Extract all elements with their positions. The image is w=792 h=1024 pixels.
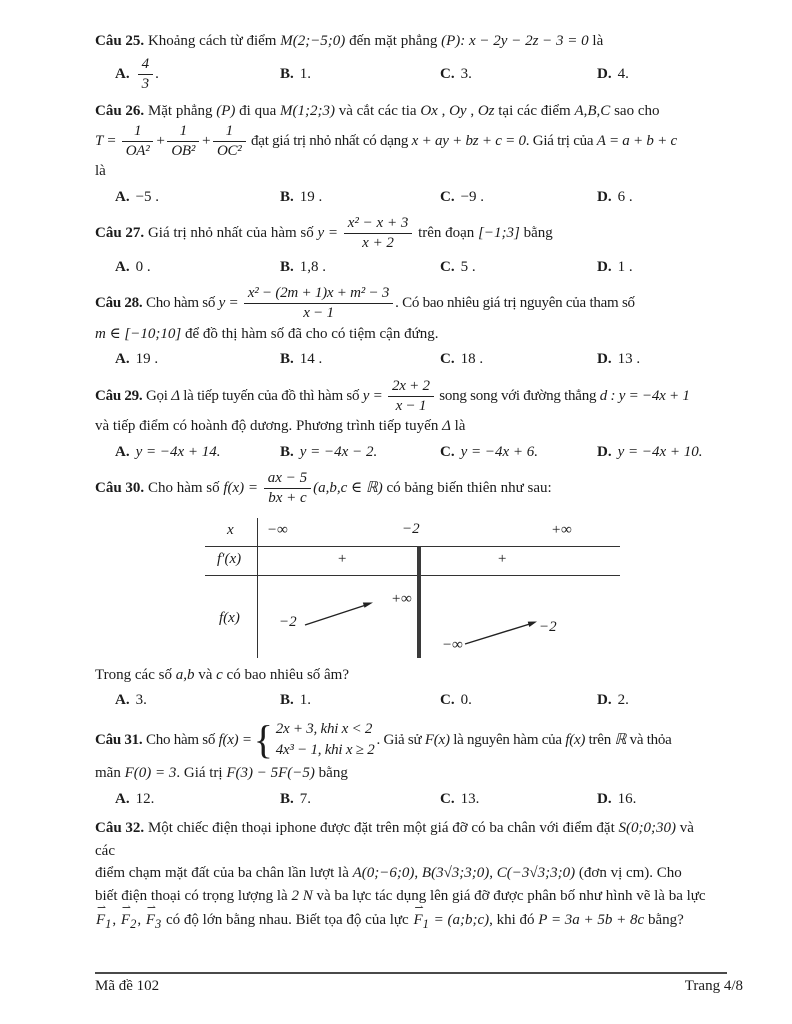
math-run: f(x) =: [223, 480, 259, 497]
fraction: [213, 123, 246, 161]
vector-F2: [120, 902, 137, 934]
math-run: f(x) =: [218, 731, 252, 748]
vector-subscript: 2: [130, 917, 137, 931]
text-run: có bao nhiêu số âm?: [222, 666, 350, 683]
option-a: [115, 56, 280, 94]
option-b-label: B.: [280, 692, 294, 708]
question-text: [95, 285, 715, 323]
option-a-label: A.: [115, 351, 130, 367]
text-run: đến mặt phẳng: [345, 33, 442, 49]
option-c-label: C.: [440, 188, 455, 205]
fraction-numerator: x² − x + 3: [347, 215, 409, 231]
fraction: [244, 285, 393, 323]
option-a: [115, 348, 280, 371]
option-b: [280, 689, 440, 712]
math-run: 2 N: [291, 887, 313, 904]
option-b-label: B.: [280, 351, 294, 367]
math-run: y =: [362, 387, 383, 404]
math-run: S(0;0;30): [618, 820, 676, 836]
vector-arrow-icon: ⇀: [414, 902, 424, 914]
vector-arrow-icon: ⇀: [97, 902, 107, 914]
q30-options: [95, 689, 715, 712]
question-number: Câu 30.: [95, 480, 145, 497]
question-31: [95, 719, 715, 811]
text-run: trên: [585, 731, 615, 748]
text-run: điểm chạm mặt đất của ba chân lần lượt là: [95, 865, 353, 881]
math-run: y =: [218, 295, 239, 312]
option-d-label: D.: [597, 443, 612, 460]
question-25: [95, 30, 715, 93]
text-run: trên đoạn: [414, 225, 479, 242]
math-run: P = 3a + 5b + 8c: [538, 912, 645, 928]
option-c: [440, 256, 597, 279]
question-text: [95, 470, 715, 508]
option-a-value: .: [155, 66, 159, 82]
fraction: [167, 123, 199, 161]
option-b-value: 7.: [299, 790, 312, 807]
math-run: C(−3√3;3;0): [496, 865, 576, 881]
option-b: [280, 348, 440, 371]
text-run: mãn: [95, 765, 125, 781]
text-run: Một chiếc điện thoại iphone được đặt trên một giá đỡ có ba chân với điểm đặt: [147, 820, 619, 836]
option-c: [440, 441, 597, 464]
option-b-label: B.: [280, 790, 294, 807]
option-c-value: −9 .: [460, 188, 485, 205]
fraction-denominator: x + 2: [344, 233, 413, 252]
math-run: Δ: [442, 418, 451, 434]
question-30: [95, 470, 715, 712]
option-c: [440, 56, 597, 94]
f-right-end-value: −2: [539, 618, 557, 635]
fraction: [388, 378, 434, 416]
vector-symbol: F: [145, 912, 156, 928]
math-run: Ox: [420, 103, 438, 119]
fraction-numerator: 1: [179, 122, 187, 139]
option-c: [440, 788, 597, 811]
vector-subscript: 1: [105, 917, 112, 931]
question-text: [95, 885, 715, 908]
question-text: [95, 323, 715, 346]
fraction-denominator: bx + c: [264, 488, 311, 507]
text-run: có bảng biến thiên như sau:: [382, 480, 552, 497]
text-run: bằng: [314, 765, 348, 781]
option-a-label: A.: [115, 790, 130, 807]
vector-F1: [413, 902, 429, 934]
x-plus-infinity: +∞: [551, 521, 572, 538]
text-run: để đồ thị hàm số đã cho có tiệm cận đứng.: [181, 325, 439, 342]
fraction: [138, 56, 154, 94]
piecewise-case-2: 4x³ − 1, khi x ≥ 2: [275, 742, 375, 759]
fraction: [344, 215, 413, 253]
table-f-label: f(x): [219, 609, 240, 626]
text-run: và cắt các tia: [334, 103, 421, 119]
fraction: [122, 123, 154, 161]
question-number: Câu 32.: [95, 820, 145, 836]
option-a: [115, 256, 280, 279]
math-run: T =: [95, 132, 117, 149]
option-b: [280, 56, 440, 94]
text-run: song song với đường thẳng: [435, 387, 600, 404]
option-d-value: 4.: [617, 66, 629, 82]
question-text: [95, 30, 715, 53]
math-run: Oy: [449, 103, 467, 119]
math-run: M(1;2;3): [280, 103, 335, 119]
text-run: là nguyên hàm của: [449, 731, 566, 748]
option-d-label: D.: [597, 258, 612, 275]
fraction: [264, 470, 311, 508]
math-run: = (a;b;c): [433, 912, 490, 928]
text-run: . Giả sử: [376, 731, 425, 748]
option-a-label: A.: [115, 66, 130, 82]
f-right-start-limit: −∞: [442, 636, 463, 653]
option-d: [597, 186, 715, 209]
text-run: sao cho: [610, 103, 660, 119]
text-run: ,: [414, 865, 422, 881]
text-run: Cho hàm số: [147, 480, 224, 497]
option-d-label: D.: [597, 692, 612, 708]
option-d: [597, 256, 715, 279]
option-c-value: 0.: [460, 692, 472, 708]
text-run: là: [450, 418, 466, 434]
math-run: a,b: [175, 666, 195, 683]
option-a-value: −5 .: [135, 188, 160, 205]
question-text: [95, 415, 715, 438]
text-run: , khi đó: [489, 912, 539, 928]
math-run: F(x): [424, 731, 450, 748]
option-c-value: 5 .: [460, 258, 476, 275]
fraction-numerator: ax − 5: [267, 470, 308, 486]
option-a-value: 19 .: [135, 351, 159, 367]
option-a: [115, 788, 280, 811]
text-run: và các: [95, 820, 694, 859]
piecewise-case-1: 2x + 3, khi x < 2: [275, 720, 373, 737]
option-d-value: 1 .: [617, 258, 633, 275]
question-text: [95, 719, 715, 763]
text-run: có độ lớn bằng nhau. Biết tọa độ của lực: [162, 912, 413, 928]
math-run: m ∈ [−10;10]: [95, 325, 182, 342]
text-run: ,: [437, 103, 450, 119]
text-run: (đơn vị cm). Cho: [575, 865, 682, 881]
fraction-numerator: 2x + 2: [392, 377, 430, 394]
question-26: [95, 100, 715, 208]
option-b: [280, 441, 440, 464]
question-text: [95, 100, 715, 123]
question-28: [95, 285, 715, 371]
fraction-denominator: x − 1: [388, 396, 434, 415]
option-c-label: C.: [440, 443, 455, 460]
text-run: tại các điểm: [494, 103, 575, 119]
option-c-label: C.: [440, 692, 455, 708]
option-a-label: A.: [115, 188, 130, 205]
option-b: [280, 186, 440, 209]
option-c: [440, 186, 597, 209]
vector-subscript: 1: [422, 917, 429, 931]
text-run: và tiếp điểm có hoành độ dương. Phương trình tiếp tuyến: [95, 418, 443, 434]
math-run: Δ: [171, 387, 180, 404]
question-number: Câu 25.: [95, 33, 145, 49]
vector-symbol: F: [413, 912, 423, 928]
option-c: [440, 348, 597, 371]
math-run: A = a + b + c: [596, 132, 677, 149]
option-a-label: A.: [115, 692, 130, 708]
f-left-start-value: −2: [279, 613, 297, 630]
option-b-label: B.: [280, 443, 294, 460]
math-run: d : y = −4x + 1: [599, 387, 690, 404]
math-run: B(3√3;3;0): [421, 865, 490, 881]
piecewise-function: [254, 719, 375, 763]
vector-symbol: F: [96, 912, 106, 928]
option-d: [597, 689, 715, 712]
math-run: (P): [216, 103, 236, 119]
vector-arrow-icon: ⇀: [121, 902, 132, 914]
fraction-denominator: OC²: [213, 141, 246, 160]
fraction-numerator: 1: [225, 122, 233, 139]
option-d: [597, 788, 715, 811]
question-number: Câu 29.: [95, 387, 143, 404]
question-text: [95, 902, 715, 934]
option-c: [440, 689, 597, 712]
math-run: x + ay + bz + c = 0: [411, 132, 526, 149]
option-a: [115, 441, 280, 464]
fprime-sign-right: +: [497, 550, 508, 567]
option-b-label: B.: [280, 188, 294, 205]
math-run: Oz: [477, 103, 495, 119]
text-run: Cho hàm số: [145, 731, 219, 748]
q27-options: [95, 256, 715, 279]
question-text: [95, 664, 715, 687]
text-run: và thỏa: [626, 731, 672, 748]
question-number: Câu 27.: [95, 225, 145, 242]
option-b-value: 1.: [299, 692, 312, 708]
option-b-value: 1,8 .: [299, 258, 327, 275]
math-run: A(0;−6;0): [352, 865, 415, 881]
question-32: [95, 817, 715, 934]
option-b-label: B.: [280, 66, 294, 82]
option-d-value: 13 .: [617, 351, 641, 367]
option-c-label: C.: [440, 790, 455, 807]
option-d-label: D.: [597, 66, 612, 82]
text-run: là: [95, 163, 106, 179]
option-d-label: D.: [597, 790, 612, 807]
text-run: Mặt phẳng: [147, 103, 217, 119]
option-d-value: y = −4x + 10.: [617, 443, 703, 460]
option-d-label: D.: [597, 188, 612, 205]
option-d-value: 16.: [617, 790, 637, 807]
footer-divider: [95, 972, 727, 974]
math-run: (a,b,c ∈ ℝ): [313, 480, 383, 497]
text-run: bằng: [519, 225, 553, 242]
question-number: Câu 28.: [95, 295, 143, 312]
q28-options: [95, 348, 715, 371]
option-d: [597, 56, 715, 94]
footer-page-number: Trang 4/8: [684, 978, 743, 994]
footer-exam-code: Mã đề 102: [95, 978, 160, 994]
option-a-label: A.: [115, 443, 130, 460]
option-d-value: 2.: [617, 692, 629, 708]
option-c-value: 18 .: [460, 351, 484, 367]
math-run: +: [201, 132, 211, 149]
math-run: [−1;3]: [478, 225, 520, 242]
q26-options: [95, 186, 715, 209]
option-d-label: D.: [597, 351, 612, 367]
fprime-sign-left: +: [337, 550, 348, 567]
fraction-denominator: OB²: [167, 141, 199, 160]
question-29: [95, 378, 715, 464]
math-run: f(x): [565, 731, 586, 748]
text-run: ,: [137, 912, 145, 928]
option-a-value: 3.: [135, 692, 147, 708]
option-d: [597, 348, 715, 371]
text-run: bằng?: [644, 912, 684, 928]
page-content: [95, 30, 715, 941]
option-a: [115, 689, 280, 712]
fraction-numerator: 1: [133, 122, 142, 139]
q25-options: [95, 56, 715, 94]
text-run: . Giá trị của: [525, 132, 597, 149]
fraction-denominator: 3: [138, 74, 154, 93]
option-b: [280, 256, 440, 279]
fraction-numerator: 4: [141, 55, 150, 72]
question-number: Câu 31.: [95, 731, 143, 748]
question-number: Câu 26.: [95, 103, 145, 119]
text-run: . Giá trị: [176, 765, 227, 781]
question-text: [95, 378, 715, 416]
question-text: [95, 862, 715, 885]
math-run: F(0) = 3: [124, 765, 177, 781]
question-text: [95, 215, 715, 253]
option-a: [115, 186, 280, 209]
x-minus-infinity: −∞: [267, 521, 288, 538]
text-run: là tiếp tuyến của đồ thì hàm số: [179, 387, 363, 404]
vector-symbol: F: [120, 912, 131, 928]
text-run: ,: [112, 912, 120, 928]
variation-table: [205, 518, 620, 658]
option-d-value: 6 .: [617, 188, 633, 205]
text-run: là: [588, 33, 604, 49]
text-run: biết điện thoại có trọng lượng là: [95, 887, 292, 904]
q31-options: [95, 788, 715, 811]
option-b: [280, 788, 440, 811]
vector-subscript: 3: [155, 917, 162, 931]
math-run: +: [155, 132, 166, 149]
math-run: (P): x − 2y − 2z − 3 = 0: [441, 33, 589, 49]
vector-F1: [96, 902, 112, 934]
option-c-label: C.: [440, 66, 455, 82]
text-run: ,: [489, 865, 497, 881]
piecewise-rows: [276, 719, 375, 763]
option-b-label: B.: [280, 258, 294, 275]
option-c-label: C.: [440, 258, 455, 275]
math-run: c: [216, 666, 223, 683]
text-run: Cho hàm số: [145, 295, 219, 312]
vector-F3: [145, 902, 162, 934]
option-b-value: 14 .: [299, 351, 323, 367]
text-run: đạt giá trị nhỏ nhất có dạng: [247, 132, 412, 149]
fraction-denominator: OA²: [122, 141, 154, 160]
vector-arrow-icon: ⇀: [146, 902, 157, 914]
math-run: F(3) − 5F(−5): [226, 765, 315, 781]
question-text: [95, 123, 715, 161]
option-b-value: 1.: [299, 66, 312, 82]
math-run: ℝ: [614, 731, 627, 748]
option-c-label: C.: [440, 351, 455, 367]
question-27: [95, 215, 715, 278]
math-run: y =: [317, 225, 339, 242]
text-run: đi qua: [235, 103, 280, 119]
option-b-value: 19 .: [299, 188, 323, 205]
option-a-label: A.: [115, 258, 130, 275]
math-run: M(2;−5;0): [280, 33, 346, 49]
question-text: [95, 762, 715, 785]
fraction-denominator: x − 1: [244, 303, 393, 322]
text-run: . Có bao nhiêu giá trị nguyên của tham số: [395, 295, 635, 312]
left-brace: {: [253, 717, 273, 763]
text-run: và: [194, 666, 217, 683]
question-text: [95, 817, 715, 862]
option-a-value: y = −4x + 14.: [135, 443, 221, 460]
x-value-minus-2: −2: [402, 520, 420, 537]
option-b-value: y = −4x − 2.: [299, 443, 378, 460]
option-a-value: 12.: [135, 790, 155, 807]
f-left-limit: +∞: [391, 590, 412, 607]
option-a-value: 0 .: [135, 258, 151, 275]
text-run: ,: [466, 103, 478, 119]
question-text: [95, 160, 715, 183]
table-x-label: x: [227, 521, 234, 538]
text-run: và ba lực tác dụng lên giá đỡ được phân bố như hình vẽ là ba lực: [312, 887, 706, 904]
option-c-value: 13.: [460, 790, 480, 807]
fraction-numerator: x² − (2m + 1)x + m² − 3: [247, 285, 390, 301]
table-fprime-label: f′(x): [217, 550, 242, 567]
variation-arrows: [205, 518, 620, 658]
math-run: A,B,C: [574, 103, 611, 119]
text-run: Khoảng cách từ điểm: [147, 33, 281, 49]
text-run: Trong các số: [95, 666, 176, 683]
text-run: Giá trị nhỏ nhất của hàm số: [147, 225, 318, 242]
option-d: [597, 441, 715, 464]
text-run: Gọi: [145, 387, 172, 404]
option-c-value: 3.: [460, 66, 472, 82]
option-c-value: y = −4x + 6.: [460, 443, 539, 460]
q29-options: [95, 441, 715, 464]
